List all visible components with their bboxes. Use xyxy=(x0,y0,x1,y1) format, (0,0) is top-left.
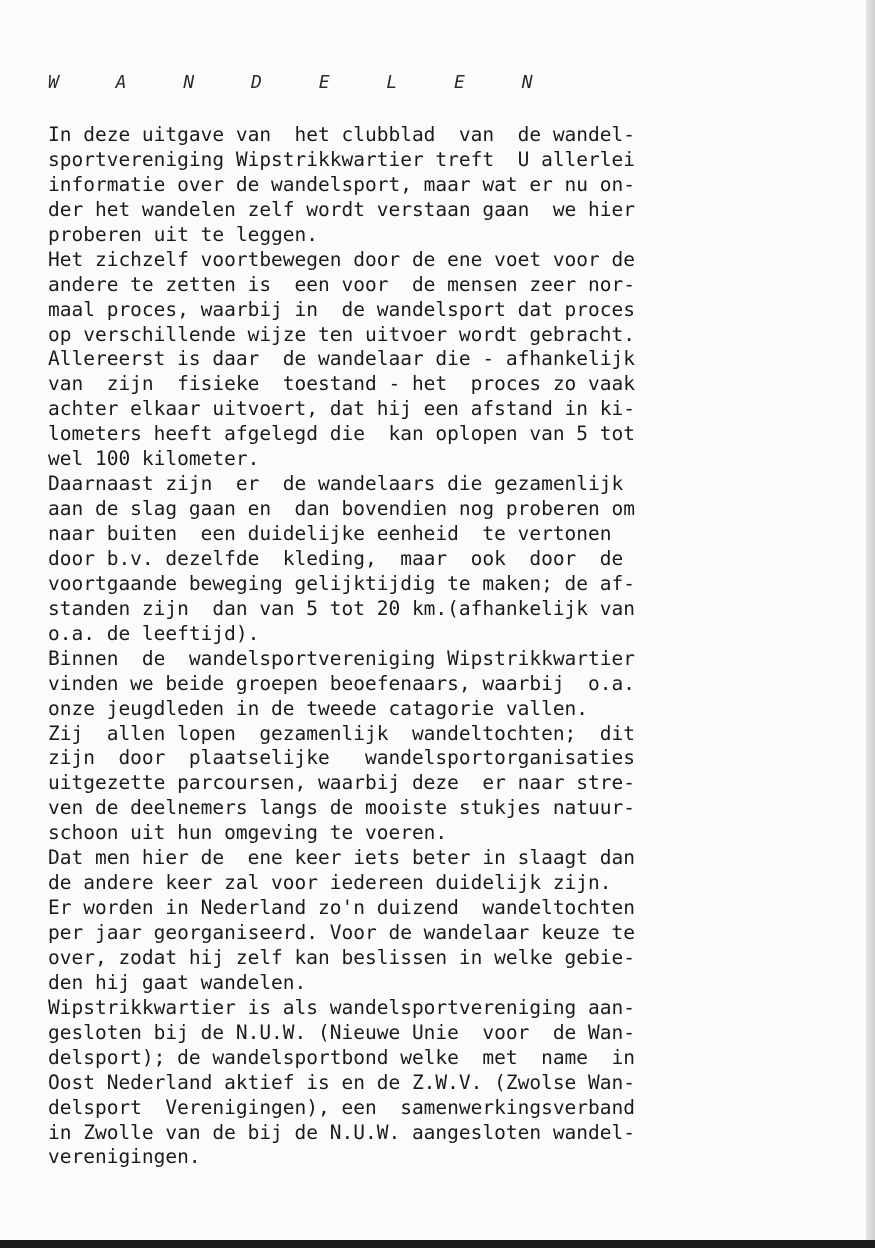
text-line: standen zijn dan van 5 tot 20 km.(afhankelijk van xyxy=(48,596,635,620)
text-line: van zijn fisieke toestand - het proces zo vaak xyxy=(48,372,635,396)
text-line: in Zwolle van de bij de N.U.W. aangesloten wandel- xyxy=(48,1120,635,1144)
text-line: maal proces, waarbij in de wandelsport dat proces xyxy=(48,297,635,321)
article-body xyxy=(48,123,808,1170)
text-line: de andere keer zal voor iedereen duidelijk zijn. xyxy=(48,871,612,895)
text-line: delsport Verenigingen), een samenwerkingsverband xyxy=(48,1095,635,1119)
text-line: Allereerst is daar de wandelaar die - afhankelijk xyxy=(48,347,635,371)
text-line: proberen uit te leggen. xyxy=(48,222,319,246)
text-line: Zij allen lopen gezamenlijk wandeltochten; dit xyxy=(48,721,635,745)
text-line: ven de deelnemers langs de mooiste stukjes natuur- xyxy=(48,796,635,820)
text-line: andere te zetten is een voor de mensen zeer nor- xyxy=(48,272,635,296)
text-line: op verschillende wijze ten uitvoer wordt gebracht. xyxy=(48,322,635,346)
text-line: delsport); de wandelsportbond welke met name in xyxy=(48,1045,635,1069)
page-edge-right xyxy=(866,0,875,1248)
text-line: voortgaande beweging gelijktijdig te maken; de af- xyxy=(48,571,635,595)
text-line: aan de slag gaan en dan bovendien nog proberen om xyxy=(48,497,635,521)
text-line: lometers heeft afgelegd die kan oplopen van 5 tot xyxy=(48,422,635,446)
text-line: vinden we beide groepen beoefenaars, waarbij o.a. xyxy=(48,671,635,695)
text-line: door b.v. dezelfde kleding, maar ook door de xyxy=(48,546,624,570)
text-line: naar buiten een duidelijke eenheid te vertonen xyxy=(48,522,612,545)
text-line: Het zichzelf voortbewegen door de ene voet voor de xyxy=(48,247,635,271)
text-line: uitgezette parcoursen, waarbij deze er naar stre- xyxy=(48,771,635,795)
page-edge-bottom xyxy=(0,1240,875,1248)
text-line: Er worden in Nederland zo'n duizend wandeltochten xyxy=(48,896,635,920)
text-line: Daarnaast zijn er de wandelaars die gezamenlijk xyxy=(48,472,624,496)
text-line: den hij gaat wandelen. xyxy=(48,970,307,994)
text-line: verenigingen. xyxy=(48,1145,201,1169)
text-line: Oost Nederland aktief is en de Z.W.V. (Zwolse Wan- xyxy=(48,1070,635,1094)
text-line: Dat men hier de ene keer iets beter in slaagt dan xyxy=(48,846,635,870)
text-line: sportvereniging Wipstrikkwartier treft U allerlei xyxy=(48,147,635,171)
text-line: Binnen de wandelsportvereniging Wipstrikkwartier xyxy=(48,646,635,670)
text-line: In deze uitgave van het clubblad van de wandel- xyxy=(48,123,635,146)
text-line: Wipstrikkwartier is als wandelsportvereniging aan- xyxy=(48,995,635,1019)
text-line: onze jeugdleden in de tweede catagorie vallen. xyxy=(48,696,589,720)
page-title: W A N D E L E N xyxy=(48,72,556,93)
text-line: zijn door plaatselijke wandelsportorganisaties xyxy=(48,746,635,770)
text-line: schoon uit hun omgeving te voeren. xyxy=(48,821,448,845)
text-line: wel 100 kilometer. xyxy=(48,447,260,471)
text-line: der het wandelen zelf wordt verstaan gaan we hier xyxy=(48,197,635,221)
text-line: gesloten bij de N.U.W. (Nieuwe Unie voor de Wan- xyxy=(48,1020,635,1044)
text-line: per jaar georganiseerd. Voor de wandelaar keuze te xyxy=(48,921,635,944)
text-line: over, zodat hij zelf kan beslissen in welke gebie- xyxy=(48,945,635,969)
text-line: informatie over de wandelsport, maar wat er nu on- xyxy=(48,172,635,196)
text-line: achter elkaar uitvoert, dat hij een afstand in ki- xyxy=(48,397,635,421)
text-line: o.a. de leeftijd). xyxy=(48,621,260,645)
